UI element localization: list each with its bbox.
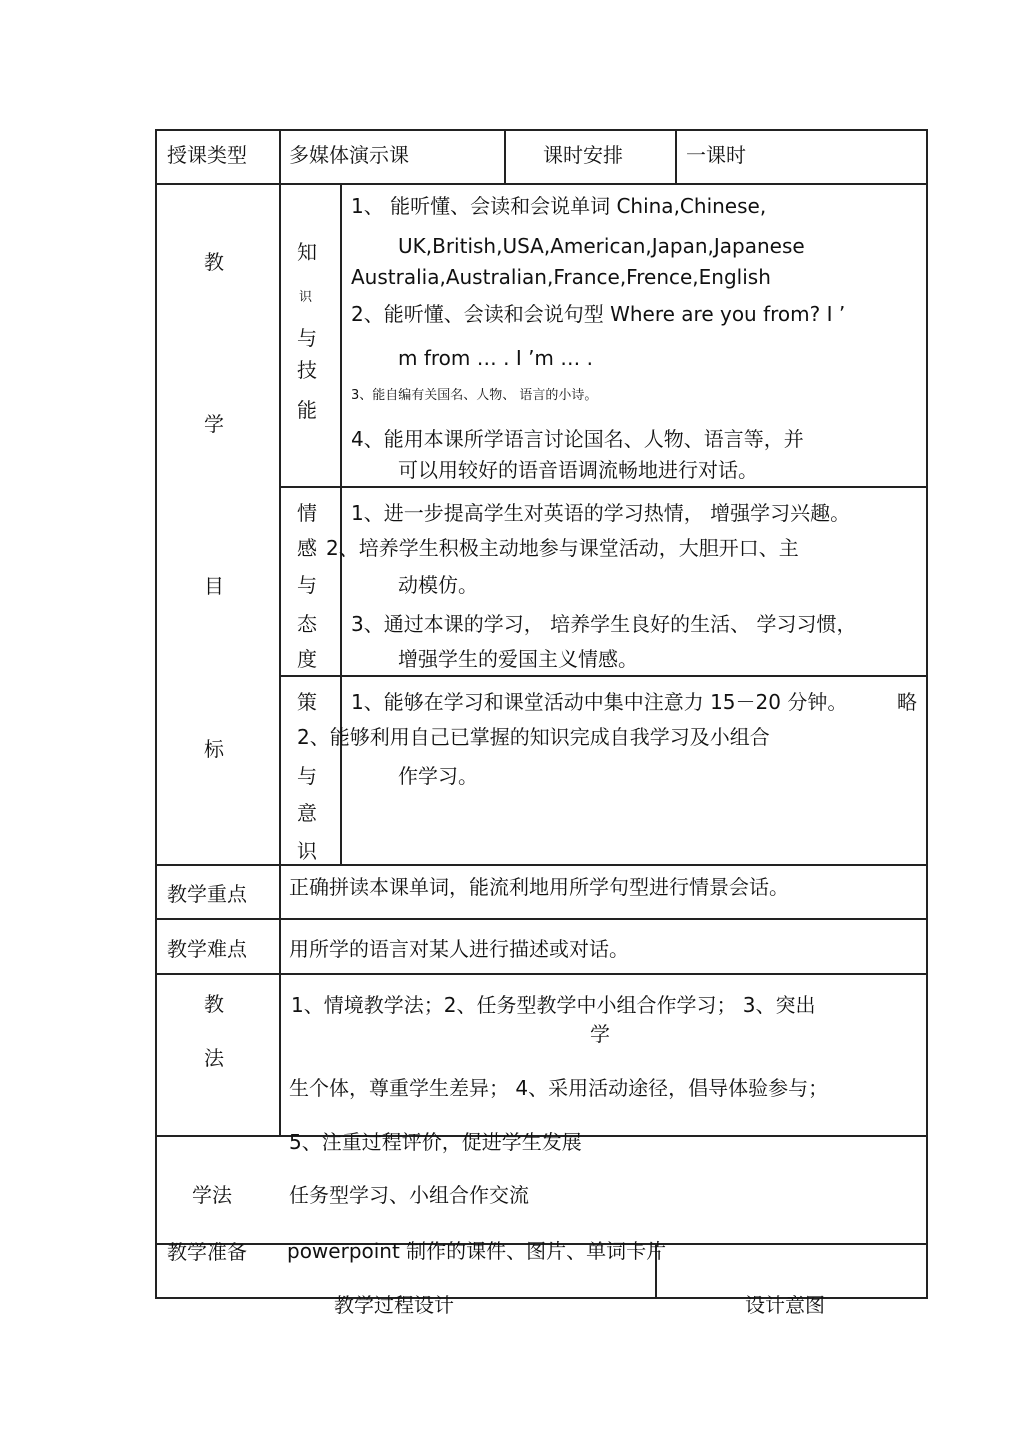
emotion-line: 增强学生的爱国主义情感。 xyxy=(398,647,638,671)
strategy-label-char: 略 xyxy=(897,690,917,714)
row-divider-emotion xyxy=(280,675,928,677)
strategy-label-char: 与 xyxy=(297,764,317,788)
schedule-label: 课时安排 xyxy=(543,143,623,167)
table-border-left xyxy=(155,129,157,1299)
methods-line: 生个体，尊重学生差异； 4、采用活动途径，倡导体验参与； xyxy=(289,1076,829,1100)
process-design-heading: 教学过程设计 xyxy=(334,1293,454,1317)
objectives-label-char: 教 xyxy=(204,250,224,274)
knowledge-label-char: 识 xyxy=(299,290,313,305)
row-divider-keypoints xyxy=(156,918,928,920)
knowledge-line: 可以用较好的语音语调流畅地进行对话。 xyxy=(398,458,758,482)
knowledge-label-char: 知 xyxy=(297,240,317,264)
key-points-label: 教学重点 xyxy=(167,882,247,906)
knowledge-line: 4、能用本课所学语言讨论国名、人物、语言等，并 xyxy=(351,427,804,451)
knowledge-line: Australia,Australian,France,Frence,English xyxy=(351,265,771,289)
learning-label: 学法 xyxy=(192,1183,232,1207)
methods-label-char: 教 xyxy=(204,992,224,1016)
emotion-line: 3、通过本课的学习， 培养学生良好的生活、 学习习惯， xyxy=(351,612,857,636)
strategy-line: 作学习。 xyxy=(398,764,478,788)
knowledge-label-char: 技 xyxy=(297,358,317,382)
schedule-value: 一课时 xyxy=(686,143,746,167)
objectives-label-char: 标 xyxy=(204,737,224,761)
key-points-value: 正确拼读本课单词，能流利地用所学句型进行情景会话。 xyxy=(289,875,789,899)
emotion-line: 2、培养学生积极主动地参与课堂活动，大胆开口、主 xyxy=(326,536,799,560)
strategy-label-char: 策 xyxy=(297,690,317,714)
methods-label-char: 法 xyxy=(204,1046,224,1070)
emotion-label-char: 感 xyxy=(297,536,317,560)
methods-line: 学 xyxy=(590,1022,610,1046)
col-divider-sublabel xyxy=(340,183,342,864)
table-border-top xyxy=(156,129,928,131)
col-divider-label-lower xyxy=(279,973,281,1135)
methods-line: 5、注重过程评价，促进学生发展 xyxy=(289,1130,582,1154)
row-divider-difficulties xyxy=(156,973,928,975)
emotion-label-char: 情 xyxy=(297,501,317,525)
strategy-line: 2、能够利用自己已掌握的知识完成自我学习及小组合 xyxy=(297,725,770,749)
emotion-line: 1、进一步提高学生对英语的学习热情， 增强学习兴趣。 xyxy=(351,501,851,525)
emotion-label-char: 态 xyxy=(297,612,317,636)
lesson-type-label: 授课类型 xyxy=(167,143,247,167)
difficulties-label: 教学难点 xyxy=(167,937,247,961)
table-border-right xyxy=(926,129,928,1299)
emotion-label-char: 与 xyxy=(297,573,317,597)
methods-line: 1、情境教学法；2、任务型教学中小组合作学习； 3、突出 xyxy=(291,993,816,1017)
strategy-label-char: 识 xyxy=(297,839,317,863)
knowledge-line: 3、能自编有关国名、人物、 语言的小诗。 xyxy=(351,388,598,403)
strategy-label-char: 意 xyxy=(297,801,317,825)
preparation-label: 教学准备 xyxy=(167,1240,247,1264)
row-divider-objectives xyxy=(156,864,928,866)
lesson-type-value: 多媒体演示课 xyxy=(289,143,409,167)
knowledge-line: UK,British,USA,American,Japan,Japanese xyxy=(398,234,805,258)
learning-value: 任务型学习、小组合作交流 xyxy=(289,1183,529,1207)
row-divider-header xyxy=(156,183,928,185)
objectives-label-char: 学 xyxy=(204,412,224,436)
design-intent-heading: 设计意图 xyxy=(745,1293,825,1317)
emotion-line: 动模仿。 xyxy=(398,573,478,597)
row-divider-knowledge xyxy=(280,486,928,488)
difficulties-value: 用所学的语言对某人进行描述或对话。 xyxy=(289,937,629,961)
knowledge-line: 2、能听懂、会读和会说句型 Where are you from? I ’ xyxy=(351,302,846,326)
emotion-label-char: 度 xyxy=(297,647,317,671)
strategy-line: 1、能够在学习和课堂活动中集中注意力 15－20 分钟。 xyxy=(351,690,848,714)
objectives-label-char: 目 xyxy=(204,574,224,598)
knowledge-label-char: 与 xyxy=(297,326,317,350)
col-divider-header-right xyxy=(675,129,677,183)
knowledge-line: m from … . I ’m … . xyxy=(398,346,593,370)
knowledge-line: 1、 能听懂、会读和会说单词 China,Chinese, xyxy=(351,194,767,218)
col-divider-header-mid xyxy=(504,129,506,183)
col-divider-label xyxy=(279,129,281,973)
preparation-value: powerpoint 制作的课件、图片、单词卡片 xyxy=(287,1239,667,1263)
knowledge-label-char: 能 xyxy=(297,398,317,422)
